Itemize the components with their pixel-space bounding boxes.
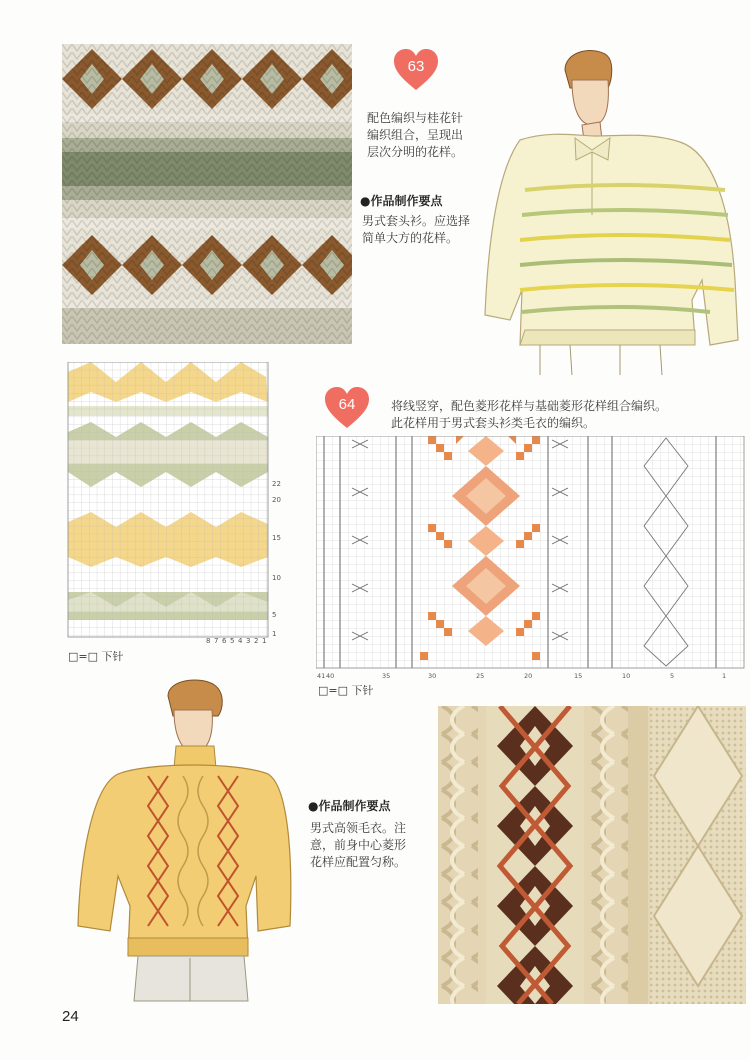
chart-63-col-label: 4 bbox=[238, 637, 243, 644]
pattern-63-model-illustration bbox=[480, 40, 745, 375]
chart-64-col-label: 1 bbox=[722, 672, 727, 680]
chart-64-col-label: 15 bbox=[574, 672, 583, 680]
pattern-63-chart bbox=[66, 362, 292, 644]
chart-63-col-label: 2 bbox=[254, 637, 259, 644]
pattern-63-points-heading: ●作品制作要点 bbox=[360, 194, 443, 208]
chart-64-col-label: 40 bbox=[326, 672, 335, 680]
pattern-64-points: 男式高领毛衣。注 意，前身中心菱形 花样应配置匀称。 bbox=[310, 821, 407, 869]
pattern-63-swatch-photo bbox=[62, 44, 352, 344]
chart-64-col-label: 5 bbox=[670, 672, 675, 680]
pattern-64-legend: □=□ 下针 bbox=[318, 684, 374, 697]
chart-63-row-label: 20 bbox=[272, 496, 281, 504]
chart-63-col-label: 8 bbox=[206, 637, 211, 644]
chart-63-row-label: 1 bbox=[272, 630, 277, 638]
chart-64-col-label: 30 bbox=[428, 672, 437, 680]
chart-63-col-label: 6 bbox=[222, 637, 227, 644]
chart-63-row-label: 10 bbox=[272, 574, 281, 582]
pattern-64-chart bbox=[316, 436, 746, 681]
chart-64-col-label: 25 bbox=[476, 672, 485, 680]
pattern-64-model-illustration bbox=[58, 676, 298, 1006]
pattern-63-number: 63 bbox=[407, 58, 425, 75]
pattern-63-points: 男式套头衫。应选择 简单大方的花样。 bbox=[362, 214, 471, 245]
chart-64-col-label: 20 bbox=[524, 672, 533, 680]
chart-64-col-label: 41 bbox=[317, 672, 326, 680]
pattern-63-description: 配色编织与桂花针 编织组合，呈现出 层次分明的花样。 bbox=[367, 111, 464, 159]
pattern-64-swatch-photo bbox=[438, 706, 746, 1004]
pattern-63-heart-badge bbox=[393, 48, 439, 92]
pattern-64-number: 64 bbox=[338, 396, 356, 413]
chart-63-row-label: 5 bbox=[272, 611, 277, 619]
pattern-64-description: 将线竖穿，配色菱形花样与基础菱形花样组合编织。 此花样用于男式套头衫类毛衣的编织。 bbox=[391, 399, 668, 430]
chart-63-col-label: 7 bbox=[214, 637, 219, 644]
chart-64-col-label: 35 bbox=[382, 672, 391, 680]
chart-63-col-label: 5 bbox=[230, 637, 235, 644]
pattern-63-legend: □=□ 下针 bbox=[68, 650, 124, 663]
chart-63-row-label: 22 bbox=[272, 480, 281, 488]
pattern-64-heart-badge bbox=[324, 386, 370, 430]
chart-63-row-label: 15 bbox=[272, 534, 281, 542]
chart-63-col-label: 3 bbox=[246, 637, 251, 644]
page-number: 24 bbox=[62, 1008, 79, 1025]
chart-64-col-label: 10 bbox=[622, 672, 631, 680]
chart-63-col-label: 1 bbox=[262, 637, 267, 644]
pattern-64-points-heading: ●作品制作要点 bbox=[308, 799, 391, 813]
